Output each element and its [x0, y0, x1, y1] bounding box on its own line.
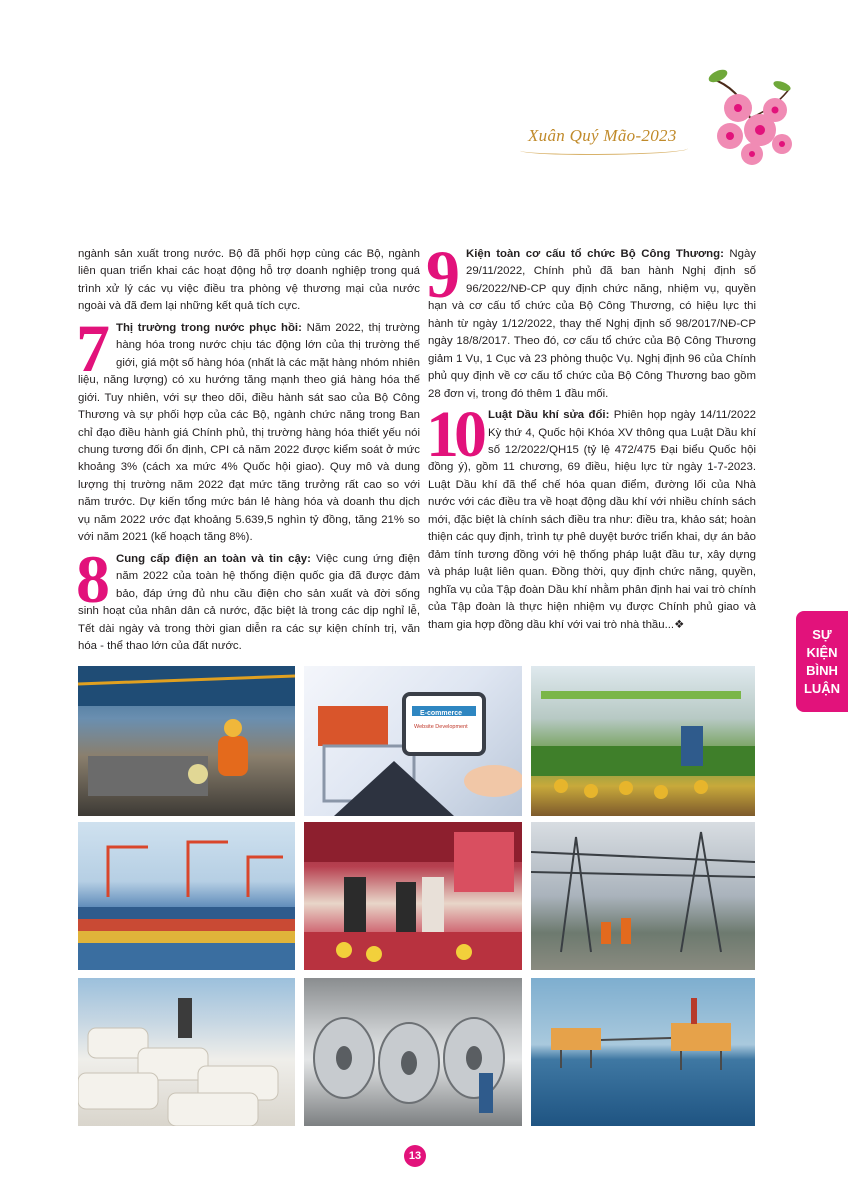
- section-tab-line-2: KIỆN: [806, 644, 838, 660]
- item-9-body: Ngày 29/11/2022, Chính phủ đã ban hành Nghị định số 96/2022/NĐ-CP quy định chức năng, nhiệm vụ, quyền hạn và cơ cấu tổ chức của Bộ Công Thương, có hiệu lực thi hành từ ngày 1/12/2022, thay thế Nghị định số 98/2017/NĐ-CP ngày 18/8/2017. Theo đó, cơ cấu tổ chức của Bộ Công Thương giảm 1 Vụ, 1 Cục và 23 phòng thuộc Vụ. Nghị định 96 của Chính phủ quy định về cơ cấu tổ chức của Bộ Công Thương bao gồm 28 đơn vị, trong đó thêm 1 đầu mối.: [428, 248, 756, 400]
- photo-ecommerce: [304, 666, 522, 816]
- photo-rice-sacks: [78, 978, 295, 1126]
- item-7-number: 7: [76, 309, 110, 386]
- item-7-paragraph: [76, 309, 420, 547]
- photo-power-substation: [531, 822, 755, 970]
- retail-illustration: [304, 822, 522, 970]
- section-tab-line-4: LUẬN: [803, 680, 841, 696]
- item-10-body: Phiên họp ngày 14/11/2022 Kỳ thứ 4, Quốc hội Khóa XV thông qua Luật Dầu khí số 12/2022/QH15 (tỷ lệ 472/475 Đại biểu Quốc hội đồng ý), gồm 11 chương, 69 điều, hiệu lực từ ngày 1-7-2023. Luật Dầu khí đã thể chế hóa quan điểm, đường lối của Nhà nước với các điều tra về hoạt động dầu khí với nhiều chính sách mới, đặc biệt là chính sách điều tra như: điều tra, khảo sát; hoàn thiện các quy định, trình tự phê duyệt bước triển khai, dự án bảo đảm tính tương đồng với hệ thống pháp luật đầu tư, xây dựng và pháp luật liên quan. Đồng thời, quy định chức năng, quyền, nghĩa vụ của Tập đoàn Dầu khí nhằm phân định hai vai trò chính của Tập đoàn là thực hiện nhiệm vụ được Chính phủ giao và tham gia hợp đồng dầu khí với vai trò nhà thầu...❖: [428, 409, 756, 631]
- item-7-body: Năm 2022, thị trường hàng hóa trong nước chịu tác động lớn của thị trường thế giới, giá một số hàng hóa (nhất là các mặt hàng nhóm nhiên liệu, năng lượng) có xu hướng tăng mạnh theo giá hàng hóa thế giới. Tuy nhiên, với sự theo dõi, điều hành sát sao của Bộ Công Thương và sự phối hợp của các Bộ, ngành chức năng trong Ban chỉ đạo điều hành giá Chính phủ, thị trường hàng hóa thiết yếu nói chung tương đối ổn định, CPI cả năm 2022 được kiểm soát ở mức khoảng 3% (cách xa mức 4% Quốc hội giao). Quy mô và dung lượng thị trường năm 2022 đạt mức tăng trưởng rất cao so với năm trước. Dự kiến tổng mức bán lẻ hàng hóa và doanh thu dịch vụ năm 2022 ước đạt khoảng 5.639,5 nghìn tỷ đồng, tăng 21% so với năm 2021 (kế hoạch tăng 8%).: [78, 321, 420, 544]
- peach-blossom-icon: [690, 58, 802, 170]
- issue-tag-text: Xuân Quý Mão-2023: [528, 126, 677, 145]
- photo-container-port: [78, 822, 295, 970]
- rice-sacks-illustration: [78, 978, 295, 1126]
- photo-supermarket: [531, 666, 755, 816]
- item-8-paragraph: [76, 540, 420, 656]
- factory-illustration: [78, 666, 295, 816]
- section-tab-line-1: SỰ: [812, 626, 832, 642]
- issue-tag: [528, 126, 677, 146]
- photo-factory-welder: [78, 666, 295, 816]
- item-8-heading: Cung cấp điện an toàn và tin cậy:: [116, 552, 311, 565]
- swirl-ornament: [520, 144, 688, 155]
- offshore-platform-illustration: [531, 978, 755, 1126]
- item-9-number: 9: [426, 236, 460, 312]
- item-9-paragraph: [426, 236, 756, 403]
- item-10-paragraph: [426, 398, 756, 634]
- steel-coils-illustration: [304, 978, 522, 1126]
- substation-illustration: [531, 822, 755, 970]
- item-10-number: 10: [426, 398, 482, 472]
- ecommerce-subsign: Website Development: [414, 724, 468, 730]
- photo-retail-visit: [304, 822, 522, 970]
- item-10-heading: Luật Dầu khí sửa đổi:: [488, 409, 610, 422]
- page-number: 13: [404, 1145, 426, 1167]
- item-7-heading: Thị trường trong nước phục hồi:: [116, 321, 302, 334]
- supermarket-illustration: [531, 666, 755, 816]
- item-9-heading: Kiện toàn cơ cấu tổ chức Bộ Công Thương:: [466, 248, 724, 260]
- photo-offshore-platform: [531, 978, 755, 1126]
- ecommerce-illustration: [304, 666, 522, 816]
- item-8-body: Việc cung ứng điện năm 2022 của toàn hệ thống điện quốc gia đã được đảm bảo, đáp ứng đủ nhu cầu điện cho sản xuất và đời sống sinh hoạt của nhân dân cả nước, đặc biệt là trong các dịp nghỉ lễ, Tết dài ngày và trong thời gian diễn ra các sự kiện chính trị, văn hóa - thể thao lớn của đất nước.: [78, 552, 420, 652]
- section-tab-line-3: BÌNH: [806, 662, 838, 678]
- photo-steel-coils: [304, 978, 522, 1126]
- left-column: [78, 246, 420, 655]
- right-column: [426, 236, 756, 634]
- item-8-number: 8: [76, 540, 110, 617]
- intro-paragraph: ngành sản xuất trong nước. Bộ đã phối hợp cùng các Bộ, ngành liên quan triển khai các hoạt động hỗ trợ doanh nghiệp trong quá trình xử lý các vụ việc điều tra phòng vệ thương mại của nước ngoài và đã đem lại những kết quả tích cực.: [78, 248, 420, 313]
- port-illustration: [78, 822, 295, 970]
- section-tab: [796, 611, 848, 712]
- ecommerce-sign: E-commerce: [420, 710, 463, 717]
